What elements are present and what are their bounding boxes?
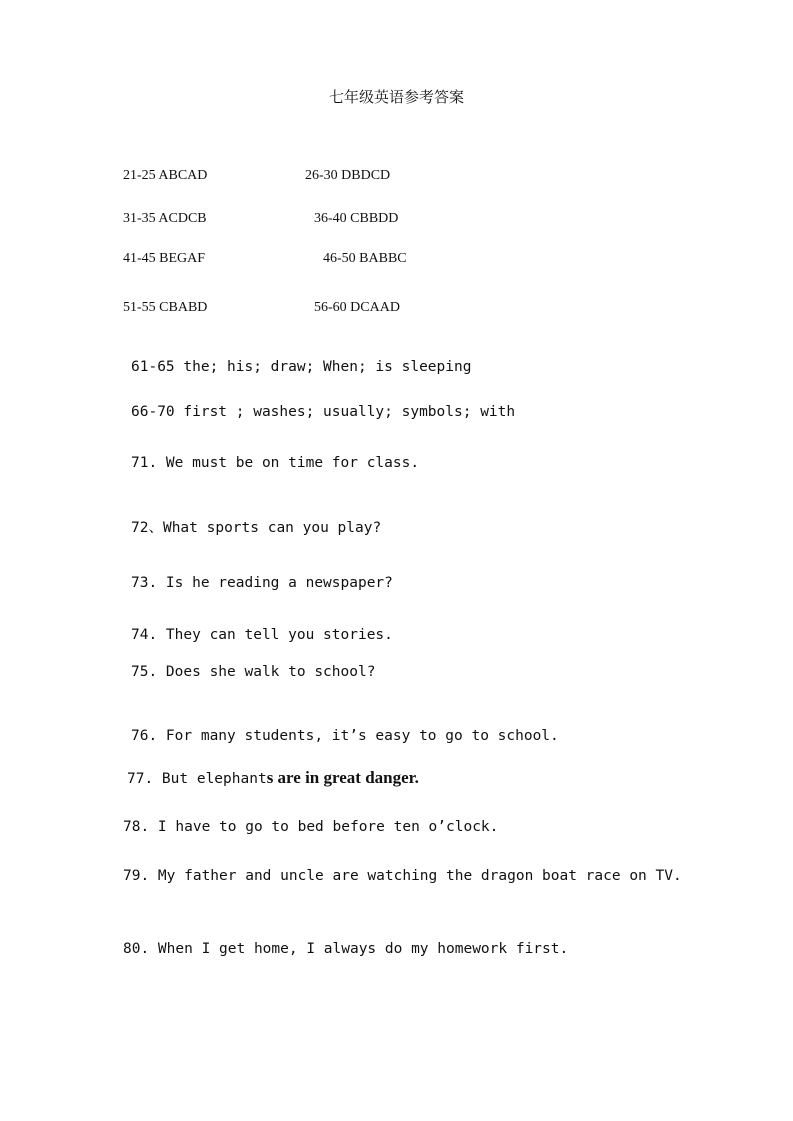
answer-73: 73. Is he reading a newspaper? xyxy=(131,575,393,591)
answer-80: 80. When I get home, I always do my homework first. xyxy=(123,941,569,957)
answer-79: 79. My father and uncle are watching the dragon boat race on TV. xyxy=(123,868,682,884)
answer-51-55: 51-55 CBABD xyxy=(123,300,208,315)
answer-31-35: 31-35 ACDCB xyxy=(123,211,207,226)
answer-78: 78. I have to go to bed before ten o’clock. xyxy=(123,819,499,835)
answer-77 xyxy=(127,768,419,788)
answer-76: 76. For many students, it’s easy to go to school. xyxy=(131,728,559,744)
answer-21-25: 21-25 ABCAD xyxy=(123,168,208,183)
page-title: 七年级英语参考答案 xyxy=(328,88,464,106)
answer-71: 71. We must be on time for class. xyxy=(131,455,420,471)
answer-41-45: 41-45 BEGAF xyxy=(123,251,206,266)
answer-74: 74. They can tell you stories. xyxy=(131,627,393,643)
answer-77-part2: s are in great danger. xyxy=(266,768,419,787)
answer-61-65: 61-65 the; his; draw; When; is sleeping xyxy=(131,359,472,375)
answer-77-part1: 77. But elephant xyxy=(127,771,267,787)
answer-26-30: 26-30 DBDCD xyxy=(305,168,391,183)
answer-72: 72、What sports can you play? xyxy=(131,520,382,536)
answer-75: 75. Does she walk to school? xyxy=(131,664,376,680)
answer-66-70: 66-70 first ; washes; usually; symbols; with xyxy=(131,404,516,420)
answer-56-60: 56-60 DCAAD xyxy=(314,300,400,315)
answer-36-40: 36-40 CBBDD xyxy=(314,211,399,226)
answer-46-50: 46-50 BABBC xyxy=(323,251,407,266)
